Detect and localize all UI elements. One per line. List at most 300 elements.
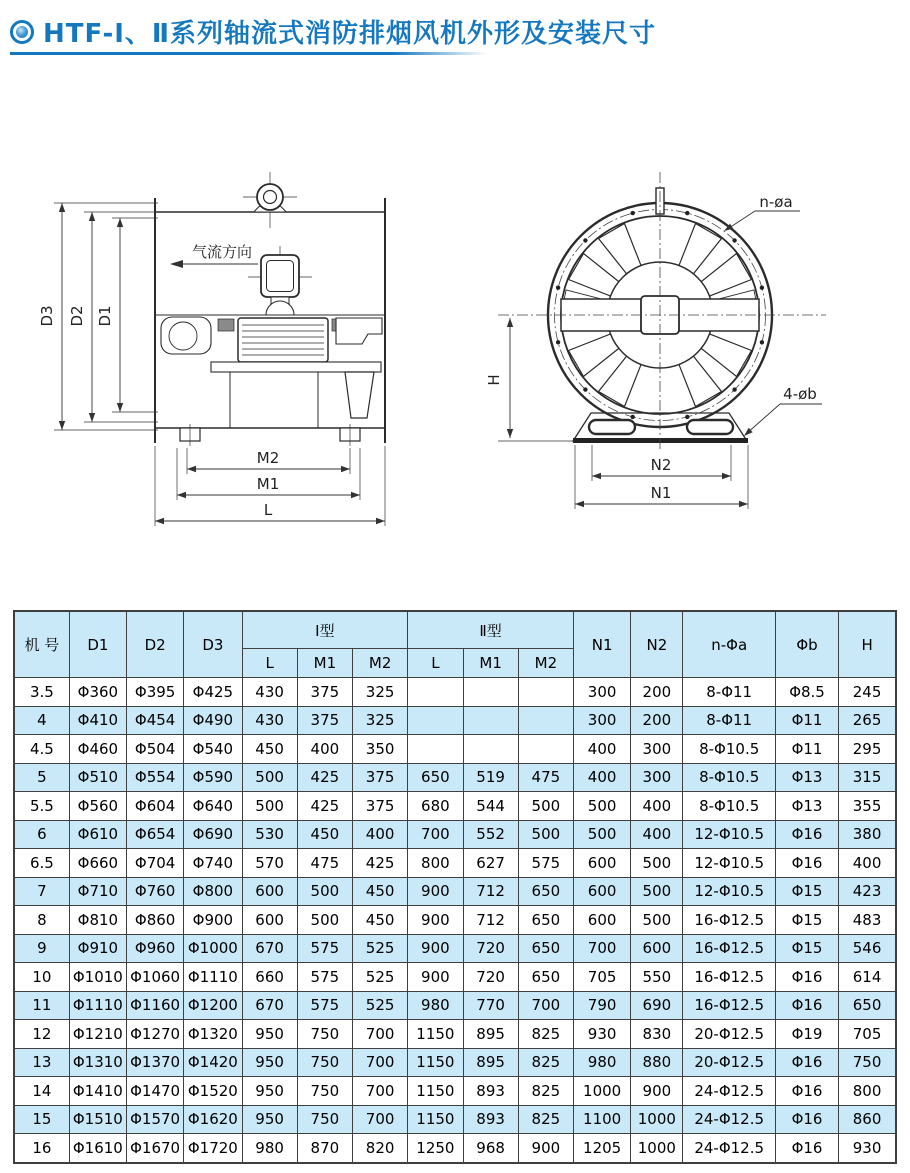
- table-cell: 375: [297, 678, 352, 707]
- dim-label-m2: M2: [256, 449, 280, 467]
- table-cell: Φ13: [775, 763, 838, 792]
- table-cell: 980: [408, 991, 463, 1020]
- table-cell: 650: [518, 906, 573, 935]
- table-cell: 1205: [574, 1134, 631, 1163]
- table-cell: 8-Φ10.5: [683, 735, 775, 764]
- table-row: [14, 735, 896, 764]
- table-cell: [408, 735, 463, 764]
- table-cell: 430: [242, 678, 297, 707]
- col-group-type2: Ⅱ型: [408, 611, 574, 649]
- table-cell: 900: [518, 1134, 573, 1163]
- table-cell: 600: [242, 906, 297, 935]
- table-cell: Φ1000: [184, 934, 242, 963]
- table-cell: 300: [574, 678, 631, 707]
- table-header: [14, 611, 896, 678]
- table-cell: 5.5: [14, 792, 69, 821]
- table-cell: 650: [518, 934, 573, 963]
- table-cell: Φ640: [184, 792, 242, 821]
- table-cell: 950: [242, 1020, 297, 1049]
- table-cell: Φ15: [775, 934, 838, 963]
- base-width-dimensions: [575, 445, 748, 509]
- table-cell: Φ454: [127, 706, 184, 735]
- table-row: [14, 991, 896, 1020]
- table-cell: 570: [242, 849, 297, 878]
- table-cell: 650: [408, 763, 463, 792]
- airflow-direction: [170, 243, 258, 268]
- table-cell: 1150: [408, 1105, 463, 1134]
- table-cell: 450: [297, 820, 352, 849]
- table-cell: 700: [353, 1020, 408, 1049]
- table-row: [14, 1020, 896, 1049]
- table-row: [14, 1134, 896, 1163]
- col-n2: N2: [631, 611, 683, 678]
- dimension-table: [13, 610, 897, 1164]
- table-cell: Φ1420: [184, 1048, 242, 1077]
- table-cell: Φ900: [184, 906, 242, 935]
- col-group-type1: Ⅰ型: [242, 611, 408, 649]
- table-cell: 6.5: [14, 849, 69, 878]
- table-cell: 690: [631, 991, 683, 1020]
- table-cell: 475: [518, 763, 573, 792]
- table-cell: Φ1720: [184, 1134, 242, 1163]
- table-cell: 295: [839, 735, 896, 764]
- table-cell: 200: [631, 678, 683, 707]
- table-cell: 16: [14, 1134, 69, 1163]
- table-cell: 12-Φ10.5: [683, 877, 775, 906]
- table-cell: 4: [14, 706, 69, 735]
- table-cell: 825: [518, 1048, 573, 1077]
- table-cell: 315: [839, 763, 896, 792]
- table-cell: 350: [353, 735, 408, 764]
- col-type1-l: L: [242, 649, 297, 678]
- table-cell: 325: [353, 706, 408, 735]
- table-cell: 705: [839, 1020, 896, 1049]
- table-cell: 720: [463, 963, 518, 992]
- table-cell: 12-Φ10.5: [683, 820, 775, 849]
- table-cell: Φ16: [775, 1077, 838, 1106]
- table-cell: 1250: [408, 1134, 463, 1163]
- table-cell: 700: [518, 991, 573, 1020]
- table-cell: 16-Φ12.5: [683, 991, 775, 1020]
- table-cell: 6: [14, 820, 69, 849]
- table-cell: 575: [518, 849, 573, 878]
- table-row: [14, 706, 896, 735]
- col-type1-m1: M1: [297, 649, 352, 678]
- table-cell: 450: [353, 877, 408, 906]
- dim-label-n2: N2: [650, 456, 672, 474]
- axis-height-dimension: [485, 318, 575, 441]
- table-cell: 500: [631, 849, 683, 878]
- table-cell: 600: [242, 877, 297, 906]
- table-cell: Φ1200: [184, 991, 242, 1020]
- table-cell: Φ654: [127, 820, 184, 849]
- table-cell: 575: [297, 991, 352, 1020]
- table-cell: 893: [463, 1105, 518, 1134]
- page-title-bar: [10, 13, 656, 50]
- lifting-eye: [243, 172, 297, 228]
- table-cell: 930: [839, 1134, 896, 1163]
- table-cell: 660: [242, 963, 297, 992]
- table-cell: 1000: [631, 1105, 683, 1134]
- table-cell: Φ660: [69, 849, 126, 878]
- table-cell: 500: [297, 906, 352, 935]
- table-cell: Φ8.5: [775, 678, 838, 707]
- table-cell: Φ16: [775, 991, 838, 1020]
- table-cell: 575: [297, 934, 352, 963]
- table-cell: 500: [242, 763, 297, 792]
- table-cell: [408, 706, 463, 735]
- table-row: [14, 849, 896, 878]
- col-machine-no: 机 号: [14, 611, 69, 678]
- table-row: [14, 763, 896, 792]
- table-cell: Φ16: [775, 1105, 838, 1134]
- table-cell: 325: [353, 678, 408, 707]
- table-cell: 14: [14, 1077, 69, 1106]
- table-cell: 5: [14, 763, 69, 792]
- table-cell: 400: [631, 792, 683, 821]
- table-cell: 825: [518, 1020, 573, 1049]
- col-h: H: [839, 611, 896, 678]
- table-cell: 900: [408, 906, 463, 935]
- table-cell: 895: [463, 1048, 518, 1077]
- table-cell: 300: [631, 763, 683, 792]
- table-cell: 860: [839, 1105, 896, 1134]
- table-row: [14, 1105, 896, 1134]
- table-cell: Φ910: [69, 934, 126, 963]
- table-cell: 800: [839, 1077, 896, 1106]
- table-cell: 400: [353, 820, 408, 849]
- table-cell: [463, 735, 518, 764]
- table-row: [14, 906, 896, 935]
- table-cell: 980: [574, 1048, 631, 1077]
- table-cell: Φ510: [69, 763, 126, 792]
- table-cell: 880: [631, 1048, 683, 1077]
- table-cell: Φ610: [69, 820, 126, 849]
- table-cell: 10: [14, 963, 69, 992]
- table-cell: Φ1010: [69, 963, 126, 992]
- table-cell: 650: [518, 877, 573, 906]
- table-cell: Φ1520: [184, 1077, 242, 1106]
- table-cell: Φ13: [775, 792, 838, 821]
- table-cell: Φ1160: [127, 991, 184, 1020]
- table-cell: 500: [631, 906, 683, 935]
- table-row: [14, 934, 896, 963]
- table-cell: 8-Φ11: [683, 706, 775, 735]
- table-cell: Φ460: [69, 735, 126, 764]
- table-cell: Φ16: [775, 820, 838, 849]
- table-cell: Φ704: [127, 849, 184, 878]
- table-cell: 16-Φ12.5: [683, 934, 775, 963]
- table-cell: 4.5: [14, 735, 69, 764]
- table-cell: Φ504: [127, 735, 184, 764]
- table-row: [14, 1048, 896, 1077]
- table-cell: Φ15: [775, 906, 838, 935]
- table-cell: 200: [631, 706, 683, 735]
- table-cell: 870: [297, 1134, 352, 1163]
- table-cell: [518, 706, 573, 735]
- table-cell: Φ395: [127, 678, 184, 707]
- table-body: [14, 678, 896, 1163]
- table-cell: 1150: [408, 1048, 463, 1077]
- flange-bolt-label: n-øa: [759, 193, 793, 211]
- col-n-phi-a: n-Φa: [683, 611, 775, 678]
- table-cell: 450: [353, 906, 408, 935]
- table-cell: Φ16: [775, 1048, 838, 1077]
- table-cell: 750: [297, 1077, 352, 1106]
- table-cell: Φ11: [775, 706, 838, 735]
- table-cell: Φ554: [127, 763, 184, 792]
- table-cell: 950: [242, 1048, 297, 1077]
- table-cell: 375: [353, 792, 408, 821]
- table-cell: 380: [839, 820, 896, 849]
- table-cell: 20-Φ12.5: [683, 1048, 775, 1077]
- table-cell: Φ16: [775, 849, 838, 878]
- table-cell: 614: [839, 963, 896, 992]
- table-cell: 355: [839, 792, 896, 821]
- front-view-drawing: [485, 172, 826, 509]
- table-cell: 500: [574, 792, 631, 821]
- table-cell: 575: [297, 963, 352, 992]
- table-cell: 245: [839, 678, 896, 707]
- table-cell: 24-Φ12.5: [683, 1077, 775, 1106]
- bullseye-icon: [10, 20, 34, 44]
- table-cell: 400: [839, 849, 896, 878]
- table-cell: 825: [518, 1105, 573, 1134]
- table-cell: 430: [242, 706, 297, 735]
- table-cell: 400: [574, 763, 631, 792]
- table-cell: 1000: [631, 1134, 683, 1163]
- table-cell: 900: [408, 963, 463, 992]
- table-cell: 500: [631, 877, 683, 906]
- col-phi-b: Φb: [775, 611, 838, 678]
- table-cell: 375: [297, 706, 352, 735]
- table-cell: 546: [839, 934, 896, 963]
- table-cell: 425: [297, 763, 352, 792]
- table-cell: 300: [574, 706, 631, 735]
- table-cell: 500: [518, 792, 573, 821]
- flange-bolt-callout: [724, 193, 800, 231]
- table-cell: [463, 706, 518, 735]
- diameter-dimensions: [38, 203, 158, 430]
- table-cell: Φ425: [184, 678, 242, 707]
- table-cell: Φ360: [69, 678, 126, 707]
- table-cell: 1000: [574, 1077, 631, 1106]
- table-row: [14, 877, 896, 906]
- table-cell: 700: [574, 934, 631, 963]
- table-cell: 900: [631, 1077, 683, 1106]
- table-cell: Φ604: [127, 792, 184, 821]
- table-cell: 519: [463, 763, 518, 792]
- table-row: [14, 792, 896, 821]
- table-cell: 900: [408, 877, 463, 906]
- table-cell: Φ16: [775, 1134, 838, 1163]
- table-cell: 400: [631, 820, 683, 849]
- table-cell: 712: [463, 877, 518, 906]
- table-cell: 16-Φ12.5: [683, 906, 775, 935]
- col-d3: D3: [184, 611, 242, 678]
- table-cell: [518, 678, 573, 707]
- table-cell: 980: [242, 1134, 297, 1163]
- table-cell: 550: [631, 963, 683, 992]
- table-cell: 15: [14, 1105, 69, 1134]
- table-cell: Φ1570: [127, 1105, 184, 1134]
- table-cell: Φ690: [184, 820, 242, 849]
- dim-label-d2: D2: [68, 305, 86, 327]
- table-cell: 750: [839, 1048, 896, 1077]
- table-cell: 600: [574, 906, 631, 935]
- col-type2-m1: M1: [463, 649, 518, 678]
- table-cell: 13: [14, 1048, 69, 1077]
- airflow-label: 气流方向: [191, 243, 253, 261]
- table-cell: 500: [518, 820, 573, 849]
- table-cell: Φ800: [184, 877, 242, 906]
- table-cell: Φ410: [69, 706, 126, 735]
- table-cell: 750: [297, 1020, 352, 1049]
- table-cell: 400: [574, 735, 631, 764]
- page-title: HTF-Ⅰ、Ⅱ系列轴流式消防排烟风机外形及安装尺寸: [43, 19, 657, 49]
- table-cell: 750: [297, 1048, 352, 1077]
- table-cell: 544: [463, 792, 518, 821]
- table-cell: 790: [574, 991, 631, 1020]
- dim-label-m1: M1: [256, 475, 280, 493]
- table-cell: [518, 735, 573, 764]
- col-d2: D2: [127, 611, 184, 678]
- table-cell: 825: [518, 1077, 573, 1106]
- table-cell: 820: [353, 1134, 408, 1163]
- table-cell: Φ11: [775, 735, 838, 764]
- table-cell: Φ560: [69, 792, 126, 821]
- table-cell: 600: [631, 934, 683, 963]
- table-row: [14, 678, 896, 707]
- table-row: [14, 820, 896, 849]
- table-cell: 1150: [408, 1020, 463, 1049]
- table-cell: 12-Φ10.5: [683, 849, 775, 878]
- table-cell: 705: [574, 963, 631, 992]
- table-cell: 525: [353, 963, 408, 992]
- table-cell: 600: [574, 849, 631, 878]
- table-cell: 11: [14, 991, 69, 1020]
- table-cell: 8-Φ11: [683, 678, 775, 707]
- table-row: [14, 963, 896, 992]
- table-cell: Φ810: [69, 906, 126, 935]
- table-cell: Φ1270: [127, 1020, 184, 1049]
- side-view-drawing: [38, 172, 385, 526]
- table-cell: 375: [353, 763, 408, 792]
- table-cell: 720: [463, 934, 518, 963]
- table-cell: Φ1670: [127, 1134, 184, 1163]
- col-type2-l: L: [408, 649, 463, 678]
- table-cell: Φ16: [775, 963, 838, 992]
- table-cell: 830: [631, 1020, 683, 1049]
- table-cell: Φ19: [775, 1020, 838, 1049]
- table-cell: 475: [297, 849, 352, 878]
- table-cell: 500: [242, 792, 297, 821]
- table-cell: 300: [631, 735, 683, 764]
- table-cell: 500: [574, 820, 631, 849]
- table-cell: Φ1620: [184, 1105, 242, 1134]
- table-cell: 895: [463, 1020, 518, 1049]
- table-cell: 525: [353, 934, 408, 963]
- table-cell: 670: [242, 991, 297, 1020]
- table-cell: [463, 678, 518, 707]
- table-cell: 680: [408, 792, 463, 821]
- table-cell: Φ590: [184, 763, 242, 792]
- table-cell: 16-Φ12.5: [683, 963, 775, 992]
- table-cell: 425: [297, 792, 352, 821]
- table-cell: Φ1110: [69, 991, 126, 1020]
- col-n1: N1: [574, 611, 631, 678]
- table-cell: 770: [463, 991, 518, 1020]
- table-cell: 8: [14, 906, 69, 935]
- table-cell: 525: [353, 991, 408, 1020]
- table-cell: Φ710: [69, 877, 126, 906]
- table-cell: 423: [839, 877, 896, 906]
- table-cell: 400: [297, 735, 352, 764]
- table-cell: 968: [463, 1134, 518, 1163]
- table-cell: 627: [463, 849, 518, 878]
- table-cell: 8-Φ10.5: [683, 763, 775, 792]
- inlet-bell: [161, 317, 211, 354]
- table-cell: Φ1310: [69, 1048, 126, 1077]
- table-cell: 893: [463, 1077, 518, 1106]
- table-cell: 8-Φ10.5: [683, 792, 775, 821]
- col-type2-m2: M2: [518, 649, 573, 678]
- col-d1: D1: [69, 611, 126, 678]
- table-cell: 712: [463, 906, 518, 935]
- table-cell: Φ1610: [69, 1134, 126, 1163]
- table-cell: Φ1510: [69, 1105, 126, 1134]
- table-cell: 650: [518, 963, 573, 992]
- table-cell: Φ15: [775, 877, 838, 906]
- dim-label-d1: D1: [96, 305, 114, 327]
- table-cell: 670: [242, 934, 297, 963]
- table-cell: 483: [839, 906, 896, 935]
- table-cell: 900: [408, 934, 463, 963]
- table-cell: Φ1470: [127, 1077, 184, 1106]
- table-cell: 600: [574, 877, 631, 906]
- table-cell: Φ1110: [184, 963, 242, 992]
- table-cell: Φ1210: [69, 1020, 126, 1049]
- table-cell: 750: [297, 1105, 352, 1134]
- table-cell: 1150: [408, 1077, 463, 1106]
- table-cell: Φ1410: [69, 1077, 126, 1106]
- table-cell: 1100: [574, 1105, 631, 1134]
- table-cell: 700: [353, 1048, 408, 1077]
- table-cell: 700: [408, 820, 463, 849]
- table-cell: 950: [242, 1105, 297, 1134]
- foot-bolt-callout: [744, 385, 822, 436]
- table-cell: 530: [242, 820, 297, 849]
- table-cell: Φ860: [127, 906, 184, 935]
- table-cell: 265: [839, 706, 896, 735]
- table-cell: Φ1320: [184, 1020, 242, 1049]
- motor-pedestal: [230, 372, 374, 428]
- table-cell: Φ740: [184, 849, 242, 878]
- table-cell: 500: [297, 877, 352, 906]
- table-cell: [408, 678, 463, 707]
- table-cell: 700: [353, 1077, 408, 1106]
- table-cell: Φ760: [127, 877, 184, 906]
- table-cell: 800: [408, 849, 463, 878]
- table-cell: 24-Φ12.5: [683, 1105, 775, 1134]
- table-cell: Φ1060: [127, 963, 184, 992]
- table-cell: 12: [14, 1020, 69, 1049]
- table-cell: 24-Φ12.5: [683, 1134, 775, 1163]
- table-cell: Φ490: [184, 706, 242, 735]
- length-dimensions: [155, 446, 385, 526]
- table-cell: 7: [14, 877, 69, 906]
- dim-label-l: L: [263, 501, 273, 519]
